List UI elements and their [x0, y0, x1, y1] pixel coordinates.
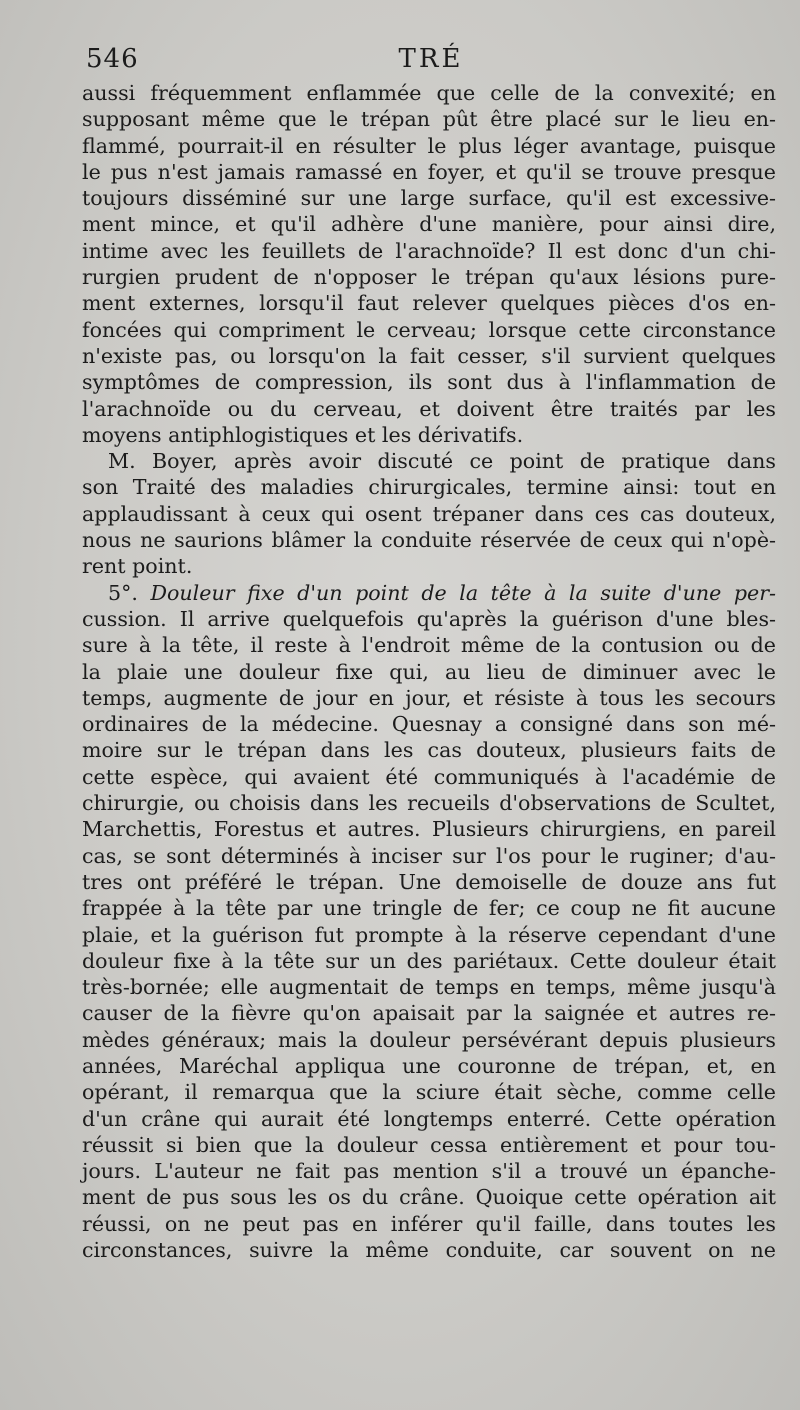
text-line: Marchettis, Forestus et autres. Plusieurs chirurgiens, en pareil [82, 817, 776, 842]
text-line: tres ont préféré le trépan. Une demoiselle de douze ans fut [82, 869, 776, 894]
text-line: sure à la tête, il reste à l'endroit même de la contusion ou de [82, 633, 776, 658]
text-line: symptômes de compression, ils sont dus à l'inflammation de [82, 370, 776, 395]
text-line: flammé, pourrait-il en résulter le plus léger avantage, puisque [82, 133, 776, 158]
section-heading-line [82, 580, 776, 606]
text-line: cas, se sont déterminés à inciser sur l'os pour le ruginer; d'au- [82, 843, 776, 868]
section-number: 5°. [108, 580, 138, 605]
text-line: ment mince, et qu'il adhère d'une manière, pour ainsi dire, [82, 212, 776, 237]
text-line: chirurgie, ou choisis dans les recueils d'observations de Scultet, [82, 791, 776, 816]
text-line: cette espèce, qui avaient été communiqués à l'académie de [82, 764, 776, 789]
text-line: supposant même que le trépan pût être placé sur le lieu en- [82, 107, 776, 132]
text-line: applaudissant à ceux qui osent trépaner dans ces cas douteux, [82, 501, 776, 526]
text-line: ment externes, lorsqu'il faut relever quelques pièces d'os en- [82, 291, 776, 316]
text-line: réussit si bien que la douleur cessa entièrement et pour tou- [82, 1132, 776, 1157]
text-line: M. Boyer, après avoir discuté ce point de pratique dans [108, 449, 776, 474]
text-line: mèdes généraux; mais la douleur persévérant depuis plusieurs [82, 1027, 776, 1052]
text-line: foncées qui compriment le cerveau; lorsque cette circonstance [82, 317, 776, 342]
text-line: d'un crâne qui aurait été longtemps enterré. Cette opération [82, 1106, 776, 1131]
text-line: très-bornée; elle augmentait de temps en temps, même jusqu'à [82, 975, 776, 1000]
text-line: temps, augmente de jour en jour, et résiste à tous les secours [82, 685, 776, 710]
text-line: jours. L'auteur ne fait pas mention s'il a trouvé un épanche- [82, 1159, 776, 1184]
page-header [86, 44, 776, 80]
text-line: moire sur le trépan dans les cas douteux, plusieurs faits de [82, 738, 776, 763]
running-head: TRÉ [398, 44, 464, 74]
text-line: douleur fixe à la tête sur un des pariétaux. Cette douleur était [82, 948, 776, 973]
text-line: moyens antiphlogistiques et les dérivatifs. [82, 422, 524, 447]
paragraph-1 [82, 80, 776, 448]
paragraph-3 [82, 580, 776, 1264]
section-heading: Douleur fixe d'un point de la tête à la suite d'une per- [150, 580, 777, 605]
text-line: ment de pus sous les os du crâne. Quoique cette opération ait [82, 1185, 776, 1210]
text-line: années, Maréchal appliqua une couronne de trépan, et, en [82, 1053, 776, 1078]
text-line: frappée à la tête par une tringle de fer; ce coup ne fit aucune [82, 896, 776, 921]
text-line: cussion. Il arrive quelquefois qu'après la guérison d'une bles- [82, 606, 776, 631]
text-line: circonstances, suivre la même conduite, car souvent on ne [82, 1238, 776, 1263]
text-line: intime avec les feuillets de l'arachnoïde? Il est donc d'un chi- [82, 238, 776, 263]
text-line: la plaie une douleur fixe qui, au lieu de diminuer avec le [82, 659, 776, 684]
text-line: ordinaires de la médecine. Quesnay a consigné dans son mé- [82, 712, 776, 737]
text-line: réussi, on ne peut pas en inférer qu'il faille, dans toutes les [82, 1211, 776, 1236]
text-line: rurgien prudent de n'opposer le trépan qu'aux lésions pure- [82, 265, 776, 290]
paragraph-2 [82, 448, 776, 579]
page-number: 546 [86, 44, 139, 74]
text-line: son Traité des maladies chirurgicales, termine ainsi: tout en [82, 475, 776, 500]
text-line: nous ne saurions blâmer la conduite réservée de ceux qui n'opè- [82, 528, 776, 553]
text-line: opérant, il remarqua que la sciure était sèche, comme celle [82, 1080, 776, 1105]
text-line: plaie, et la guérison fut prompte à la réserve cependant d'une [82, 922, 776, 947]
text-line: n'existe pas, ou lorsqu'on la fait cesser, s'il survient quelques [82, 343, 776, 368]
text-line: rent point. [82, 554, 193, 579]
text-line: le pus n'est jamais ramassé en foyer, et qu'il se trouve presque [82, 159, 776, 184]
text-line: l'arachnoïde ou du cerveau, et doivent être traités par les [82, 396, 776, 421]
body-text [82, 80, 776, 1263]
text-line: aussi fréquemment enflammée que celle de la convexité; en [82, 81, 776, 105]
text-line: causer de la fièvre qu'on apaisait par la saignée et autres re- [82, 1001, 776, 1026]
text-line: toujours disséminé sur une large surface, qu'il est excessive- [82, 186, 776, 211]
